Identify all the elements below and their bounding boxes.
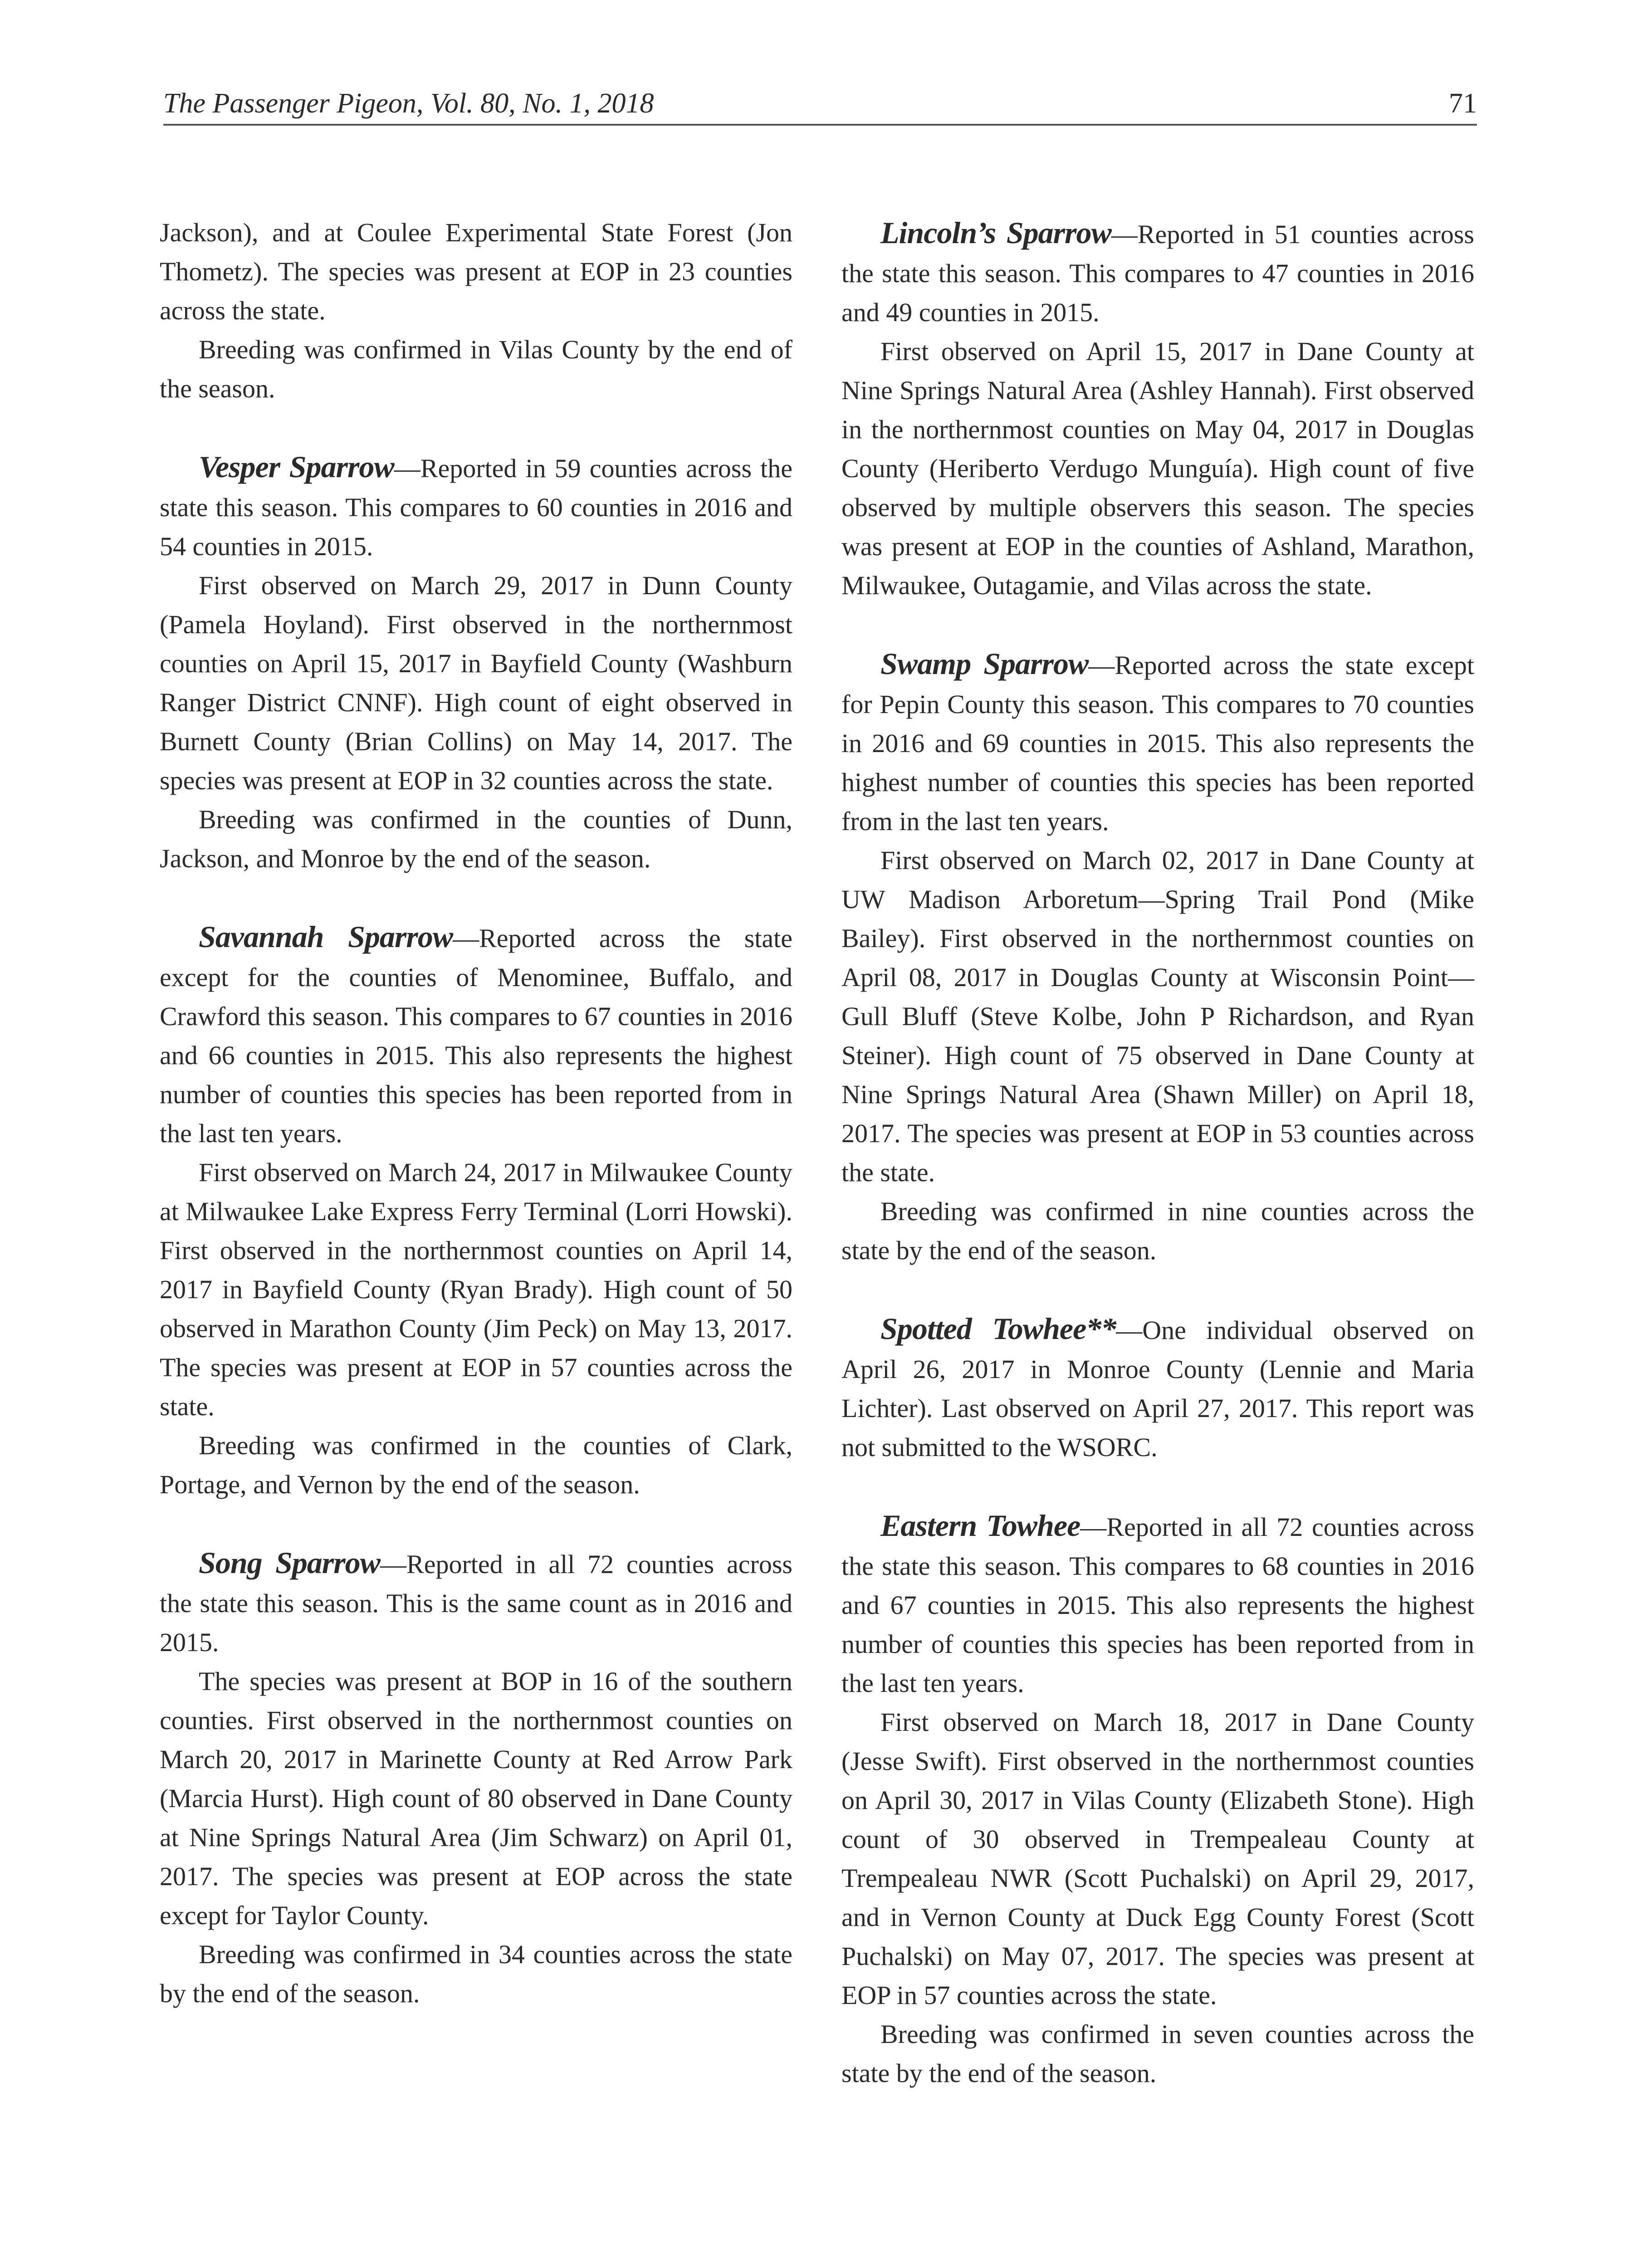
journal-title: The Passenger Pigeon, Vol. 80, No. 1, 2018 [163,88,654,119]
species-name: Swamp Sparrow [880,646,1089,681]
species-name: Lincoln’s Sparrow [880,215,1111,250]
species-entry-savannah-sparrow [160,917,792,1153]
paragraph: Breeding was confirmed in nine counties across the state by the end of the season. [841,1197,1474,1265]
species-summary: —Reported in all 72 counties across the state this season. This compares to 68 counties in 2016 and 67 counties in 2015. This also represents the highest number of counties this species has been reported from in the last ten years. [841,1512,1474,1698]
species-summary: —Reported across the state except for Pepin County this season. This compares to 70 counties in 2016 and 69 counties in 2015. This also represents the highest number of counties this species has been reported from in the last ten years. [841,650,1474,836]
section-gap [841,1467,1474,1506]
species-entry-eastern-towhee [841,1506,1474,1703]
page-number: 71 [1449,88,1477,119]
right-column [841,213,1474,2093]
species-name: Vesper Sparrow [199,450,394,484]
paragraph: Breeding was confirmed in 34 counties across the state by the end of the season. [160,1940,792,2008]
paragraph: The species was present at BOP in 16 of the southern counties. First observed in the northernmost counties on March 20, 2017 in Marinette County at Red Arrow Park (Marcia Hurst). High count of 80 observed in Dane County at Nine Springs Natural Area (Jim Schwarz) on April 01, 2017. The species was present at EOP across the state except for Taylor County. [160,1667,792,1930]
paragraph: Breeding was confirmed in seven counties across the state by the end of the season. [841,2019,1474,2088]
paragraph: First observed on April 15, 2017 in Dane County at Nine Springs Natural Area (Ashley Hannah). First observed in the northernmost counties on May 04, 2017 in Douglas County (Heriberto Verdugo Munguía). High count of five observed by multiple observers this season. The species was present at EOP in the counties of Ashland, Marathon, Milwaukee, Outagamie, and Vilas across the state. [841,337,1474,600]
species-summary: —One individual observed on April 26, 2017 in Monroe County (Lennie and Maria Lichter). Last observed on April 27, 2017. This report was not submitted to the WSORC. [841,1315,1475,1462]
species-summary: —Reported in 51 counties across the state this season. This compares to 47 counties in 2016 and 49 counties in 2015. [841,220,1474,327]
species-name: Savannah Sparrow [199,919,453,954]
species-summary: —Reported in all 72 counties across the state this season. This is the same count as in 2016 and 2015. [160,1549,792,1657]
species-entry-swamp-sparrow [841,644,1474,841]
running-header [163,84,1477,126]
paragraph: Breeding was confirmed in Vilas County by the end of the season. [160,335,792,403]
species-entry-song-sparrow [160,1543,792,1662]
paragraph: First observed on March 02, 2017 in Dane County at UW Madison Arboretum—Spring Trail Pond (Mike Bailey). First observed in the northernmost counties on April 08, 2017 in Douglas County at Wisconsin Point—Gull Bluff (Steve Kolbe, John P Richardson, and Ryan Steiner). High count of 75 observed in Dane County at Nine Springs Natural Area (Shawn Miller) on April 18, 2017. The species was present at EOP in 53 counties across the state. [841,846,1474,1187]
section-gap [160,1504,792,1543]
species-name: Eastern Towhee [880,1508,1081,1543]
section-gap [160,408,792,447]
paragraph: Breeding was confirmed in the counties of Clark, Portage, and Vernon by the end of the season. [160,1431,792,1499]
paragraph: First observed on March 24, 2017 in Milwaukee County at Milwaukee Lake Express Ferry Terminal (Lorri Howski). First observed in the northernmost counties on April 14, 2017 in Bayfield County (Ryan Brady). High count of 50 observed in Marathon County (Jim Peck) on May 13, 2017. The species was present at EOP in 57 counties across the state. [160,1158,792,1421]
species-name: Spotted Towhee** [880,1311,1116,1346]
section-gap [160,878,792,917]
species-summary: —Reported in 59 counties across the state this season. This compares to 60 counties in 2016 and 54 counties in 2015. [160,454,792,561]
species-entry-vesper-sparrow [160,447,792,566]
paragraph: Breeding was confirmed in the counties of Dunn, Jackson, and Monroe by the end of the season. [160,805,792,873]
section-gap [841,1270,1474,1309]
section-gap [841,605,1474,644]
paragraph: Jackson), and at Coulee Experimental State Forest (Jon Thometz). The species was present at EOP in 23 counties across the state. [160,218,792,325]
species-entry-lincolns-sparrow [841,213,1474,332]
paragraph: First observed on March 18, 2017 in Dane County (Jesse Swift). First observed in the northernmost counties on April 30, 2017 in Vilas County (Elizabeth Stone). High count of 30 observed in Trempealeau County at Trempealeau NWR (Scott Puchalski) on April 29, 2017, and in Vernon County at Duck Egg County Forest (Scott Puchalski) on May 07, 2017. The species was present at EOP in 57 counties across the state. [841,1707,1474,2010]
species-entry-spotted-towhee [841,1309,1474,1467]
species-name: Song Sparrow [199,1545,381,1580]
left-column [160,213,792,2013]
paragraph: First observed on March 29, 2017 in Dunn County (Pamela Hoyland). First observed in the northernmost counties on April 15, 2017 in Bayfield County (Washburn Ranger District CNNF). High count of eight observed in Burnett County (Brian Collins) on May 14, 2017. The species was present at EOP in 32 counties across the state. [160,571,792,795]
species-summary: —Reported across the state except for the counties of Menominee, Buffalo, and Crawford this season. This compares to 67 counties in 2016 and 66 counties in 2015. This also represents the highest number of counties this species has been reported from in the last ten years. [160,924,792,1148]
